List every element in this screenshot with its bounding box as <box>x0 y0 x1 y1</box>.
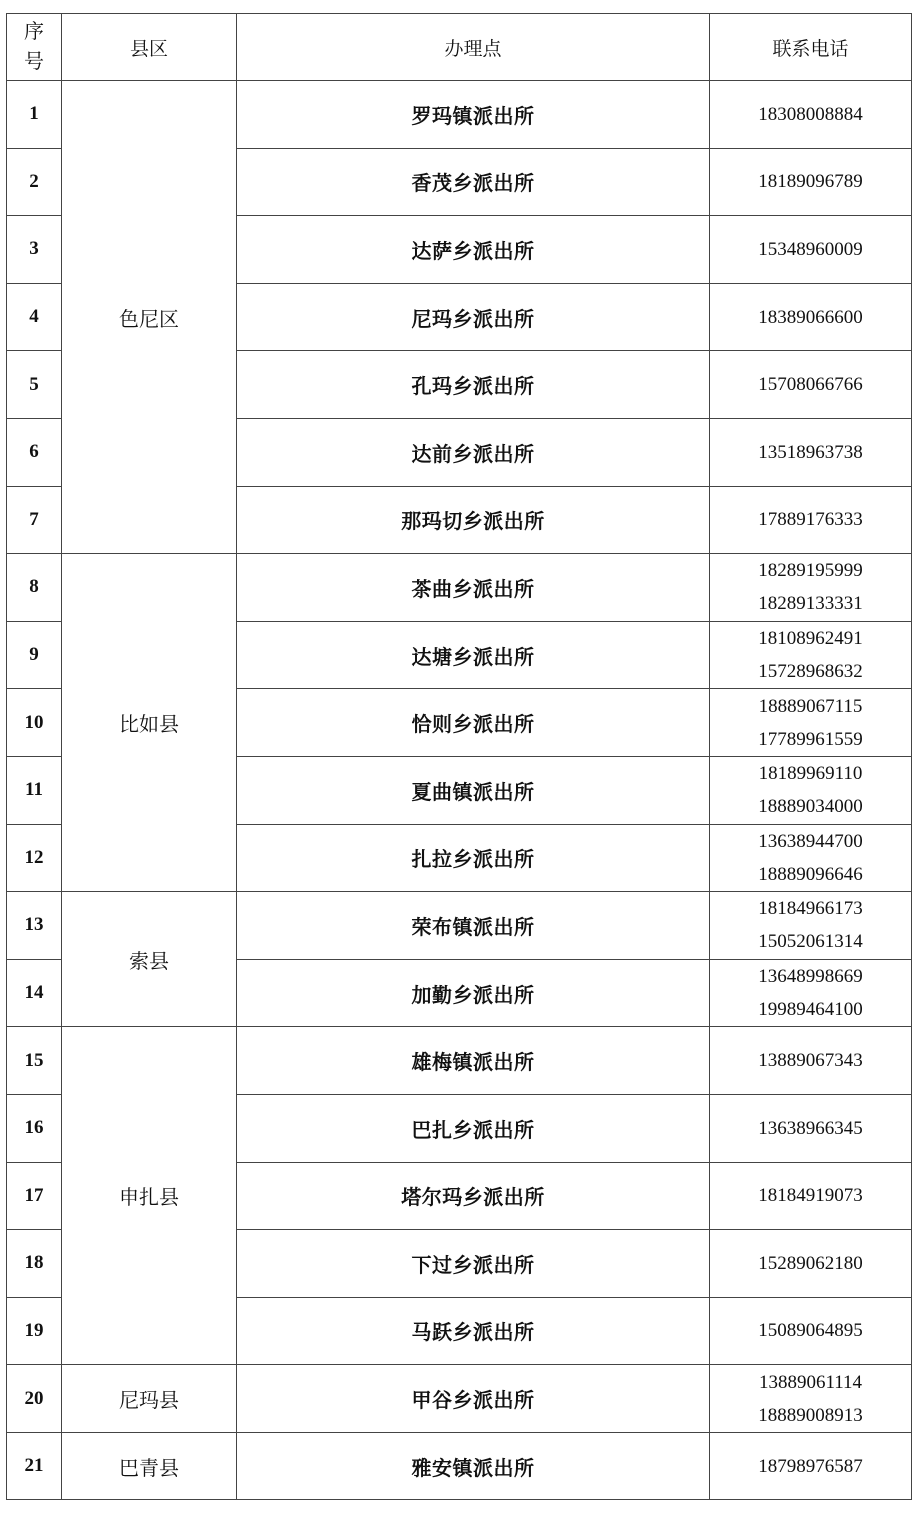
district-cell: 申扎县 <box>62 1027 237 1365</box>
header-district: 县区 <box>62 14 237 81</box>
phone-number[interactable]: 17889176333 <box>758 509 863 531</box>
phone-cell <box>710 1027 912 1095</box>
serial-number-cell: 4 <box>7 283 62 351</box>
header-phone: 联系电话 <box>710 14 912 81</box>
serial-number-cell: 12 <box>7 824 62 892</box>
phone-number[interactable]: 15052061314 <box>758 931 863 953</box>
serial-number-cell: 6 <box>7 418 62 486</box>
serial-number-cell: 17 <box>7 1162 62 1230</box>
phone-number[interactable]: 13638944700 <box>758 830 863 852</box>
phone-cell <box>710 1297 912 1365</box>
header-office: 办理点 <box>237 14 710 81</box>
phone-number[interactable]: 18308008884 <box>758 103 863 125</box>
table-row <box>7 554 912 622</box>
office-cell: 荣布镇派出所 <box>237 892 710 960</box>
office-cell: 罗玛镇派出所 <box>237 81 710 149</box>
office-cell: 巴扎乡派出所 <box>237 1094 710 1162</box>
phone-cell <box>710 418 912 486</box>
serial-number-cell: 8 <box>7 554 62 622</box>
office-cell: 香茂乡派出所 <box>237 148 710 216</box>
phone-number[interactable]: 13648998669 <box>758 966 863 988</box>
header-serial-line1: 序 <box>24 21 44 43</box>
phone-cell <box>710 1432 912 1500</box>
phone-cell <box>710 621 912 689</box>
phone-number[interactable]: 18889067115 <box>758 695 863 717</box>
phone-number[interactable]: 18389066600 <box>758 306 863 328</box>
office-cell: 达萨乡派出所 <box>237 216 710 284</box>
phone-cell <box>710 1094 912 1162</box>
phone-number[interactable]: 18189969110 <box>758 763 863 785</box>
phone-number[interactable]: 15348960009 <box>758 238 863 260</box>
phone-cell <box>710 216 912 284</box>
district-cell: 色尼区 <box>62 81 237 554</box>
serial-number-cell: 1 <box>7 81 62 149</box>
phone-number[interactable]: 13889067343 <box>758 1050 863 1072</box>
office-cell: 雅安镇派出所 <box>237 1432 710 1500</box>
phone-number[interactable]: 15289062180 <box>758 1252 863 1274</box>
phone-number[interactable]: 15728968632 <box>758 661 863 683</box>
phone-cell <box>710 689 912 757</box>
office-cell: 下过乡派出所 <box>237 1230 710 1298</box>
office-cell: 甲谷乡派出所 <box>237 1365 710 1433</box>
serial-number-cell: 18 <box>7 1230 62 1298</box>
phone-number[interactable]: 18289195999 <box>758 560 863 582</box>
phone-number[interactable]: 15708066766 <box>758 374 863 396</box>
phone-cell <box>710 824 912 892</box>
phone-number[interactable]: 13518963738 <box>758 441 863 463</box>
office-cell: 达前乡派出所 <box>237 418 710 486</box>
office-cell: 塔尔玛乡派出所 <box>237 1162 710 1230</box>
serial-number-cell: 13 <box>7 892 62 960</box>
phone-cell <box>710 959 912 1027</box>
phone-number[interactable]: 13889061114 <box>758 1371 863 1393</box>
district-cell: 索县 <box>62 892 237 1027</box>
serial-number-cell: 11 <box>7 756 62 824</box>
phone-cell <box>710 1162 912 1230</box>
phone-number[interactable]: 13638966345 <box>758 1117 863 1139</box>
serial-number-cell: 19 <box>7 1297 62 1365</box>
phone-cell <box>710 892 912 960</box>
serial-number-cell: 15 <box>7 1027 62 1095</box>
phone-cell <box>710 148 912 216</box>
phone-number[interactable]: 18108962491 <box>758 628 863 650</box>
phone-cell <box>710 283 912 351</box>
serial-number-cell: 9 <box>7 621 62 689</box>
office-cell: 茶曲乡派出所 <box>237 554 710 622</box>
phone-number[interactable]: 18184966173 <box>758 898 863 920</box>
table-row <box>7 1432 912 1500</box>
phone-cell <box>710 486 912 554</box>
serial-number-cell: 7 <box>7 486 62 554</box>
office-cell: 雄梅镇派出所 <box>237 1027 710 1095</box>
phone-cell <box>710 1365 912 1433</box>
phone-cell <box>710 351 912 419</box>
serial-number-cell: 2 <box>7 148 62 216</box>
table-body <box>7 81 912 1500</box>
office-cell: 加勤乡派出所 <box>237 959 710 1027</box>
table-row <box>7 892 912 960</box>
phone-number[interactable]: 18189096789 <box>758 171 863 193</box>
office-cell: 夏曲镇派出所 <box>237 756 710 824</box>
serial-number-cell: 16 <box>7 1094 62 1162</box>
table-row <box>7 1365 912 1433</box>
office-cell: 达塘乡派出所 <box>237 621 710 689</box>
contact-table <box>6 13 912 1500</box>
phone-number[interactable]: 18889008913 <box>758 1404 863 1426</box>
serial-number-cell: 3 <box>7 216 62 284</box>
header-row <box>7 14 912 81</box>
phone-cell <box>710 81 912 149</box>
serial-number-cell: 10 <box>7 689 62 757</box>
district-cell: 比如县 <box>62 554 237 892</box>
phone-number[interactable]: 18798976587 <box>758 1455 863 1477</box>
phone-cell <box>710 554 912 622</box>
district-cell: 尼玛县 <box>62 1365 237 1433</box>
phone-number[interactable]: 18889096646 <box>758 863 863 885</box>
phone-number[interactable]: 18289133331 <box>758 593 863 615</box>
phone-number[interactable]: 18889034000 <box>758 796 863 818</box>
office-cell: 那玛切乡派出所 <box>237 486 710 554</box>
serial-number-cell: 5 <box>7 351 62 419</box>
header-serial-number <box>7 14 62 81</box>
serial-number-cell: 20 <box>7 1365 62 1433</box>
table-row <box>7 1027 912 1095</box>
office-cell: 恰则乡派出所 <box>237 689 710 757</box>
header-serial-line2: 号 <box>24 51 44 73</box>
office-cell: 尼玛乡派出所 <box>237 283 710 351</box>
phone-number[interactable]: 19989464100 <box>758 999 863 1021</box>
table-row <box>7 81 912 149</box>
district-cell: 巴青县 <box>62 1432 237 1500</box>
serial-number-cell: 21 <box>7 1432 62 1500</box>
phone-number[interactable]: 17789961559 <box>758 728 863 750</box>
phone-cell <box>710 1230 912 1298</box>
phone-cell <box>710 756 912 824</box>
phone-number[interactable]: 15089064895 <box>758 1320 863 1342</box>
office-cell: 孔玛乡派出所 <box>237 351 710 419</box>
office-cell: 扎拉乡派出所 <box>237 824 710 892</box>
serial-number-cell: 14 <box>7 959 62 1027</box>
phone-number[interactable]: 18184919073 <box>758 1185 863 1207</box>
office-cell: 马跃乡派出所 <box>237 1297 710 1365</box>
